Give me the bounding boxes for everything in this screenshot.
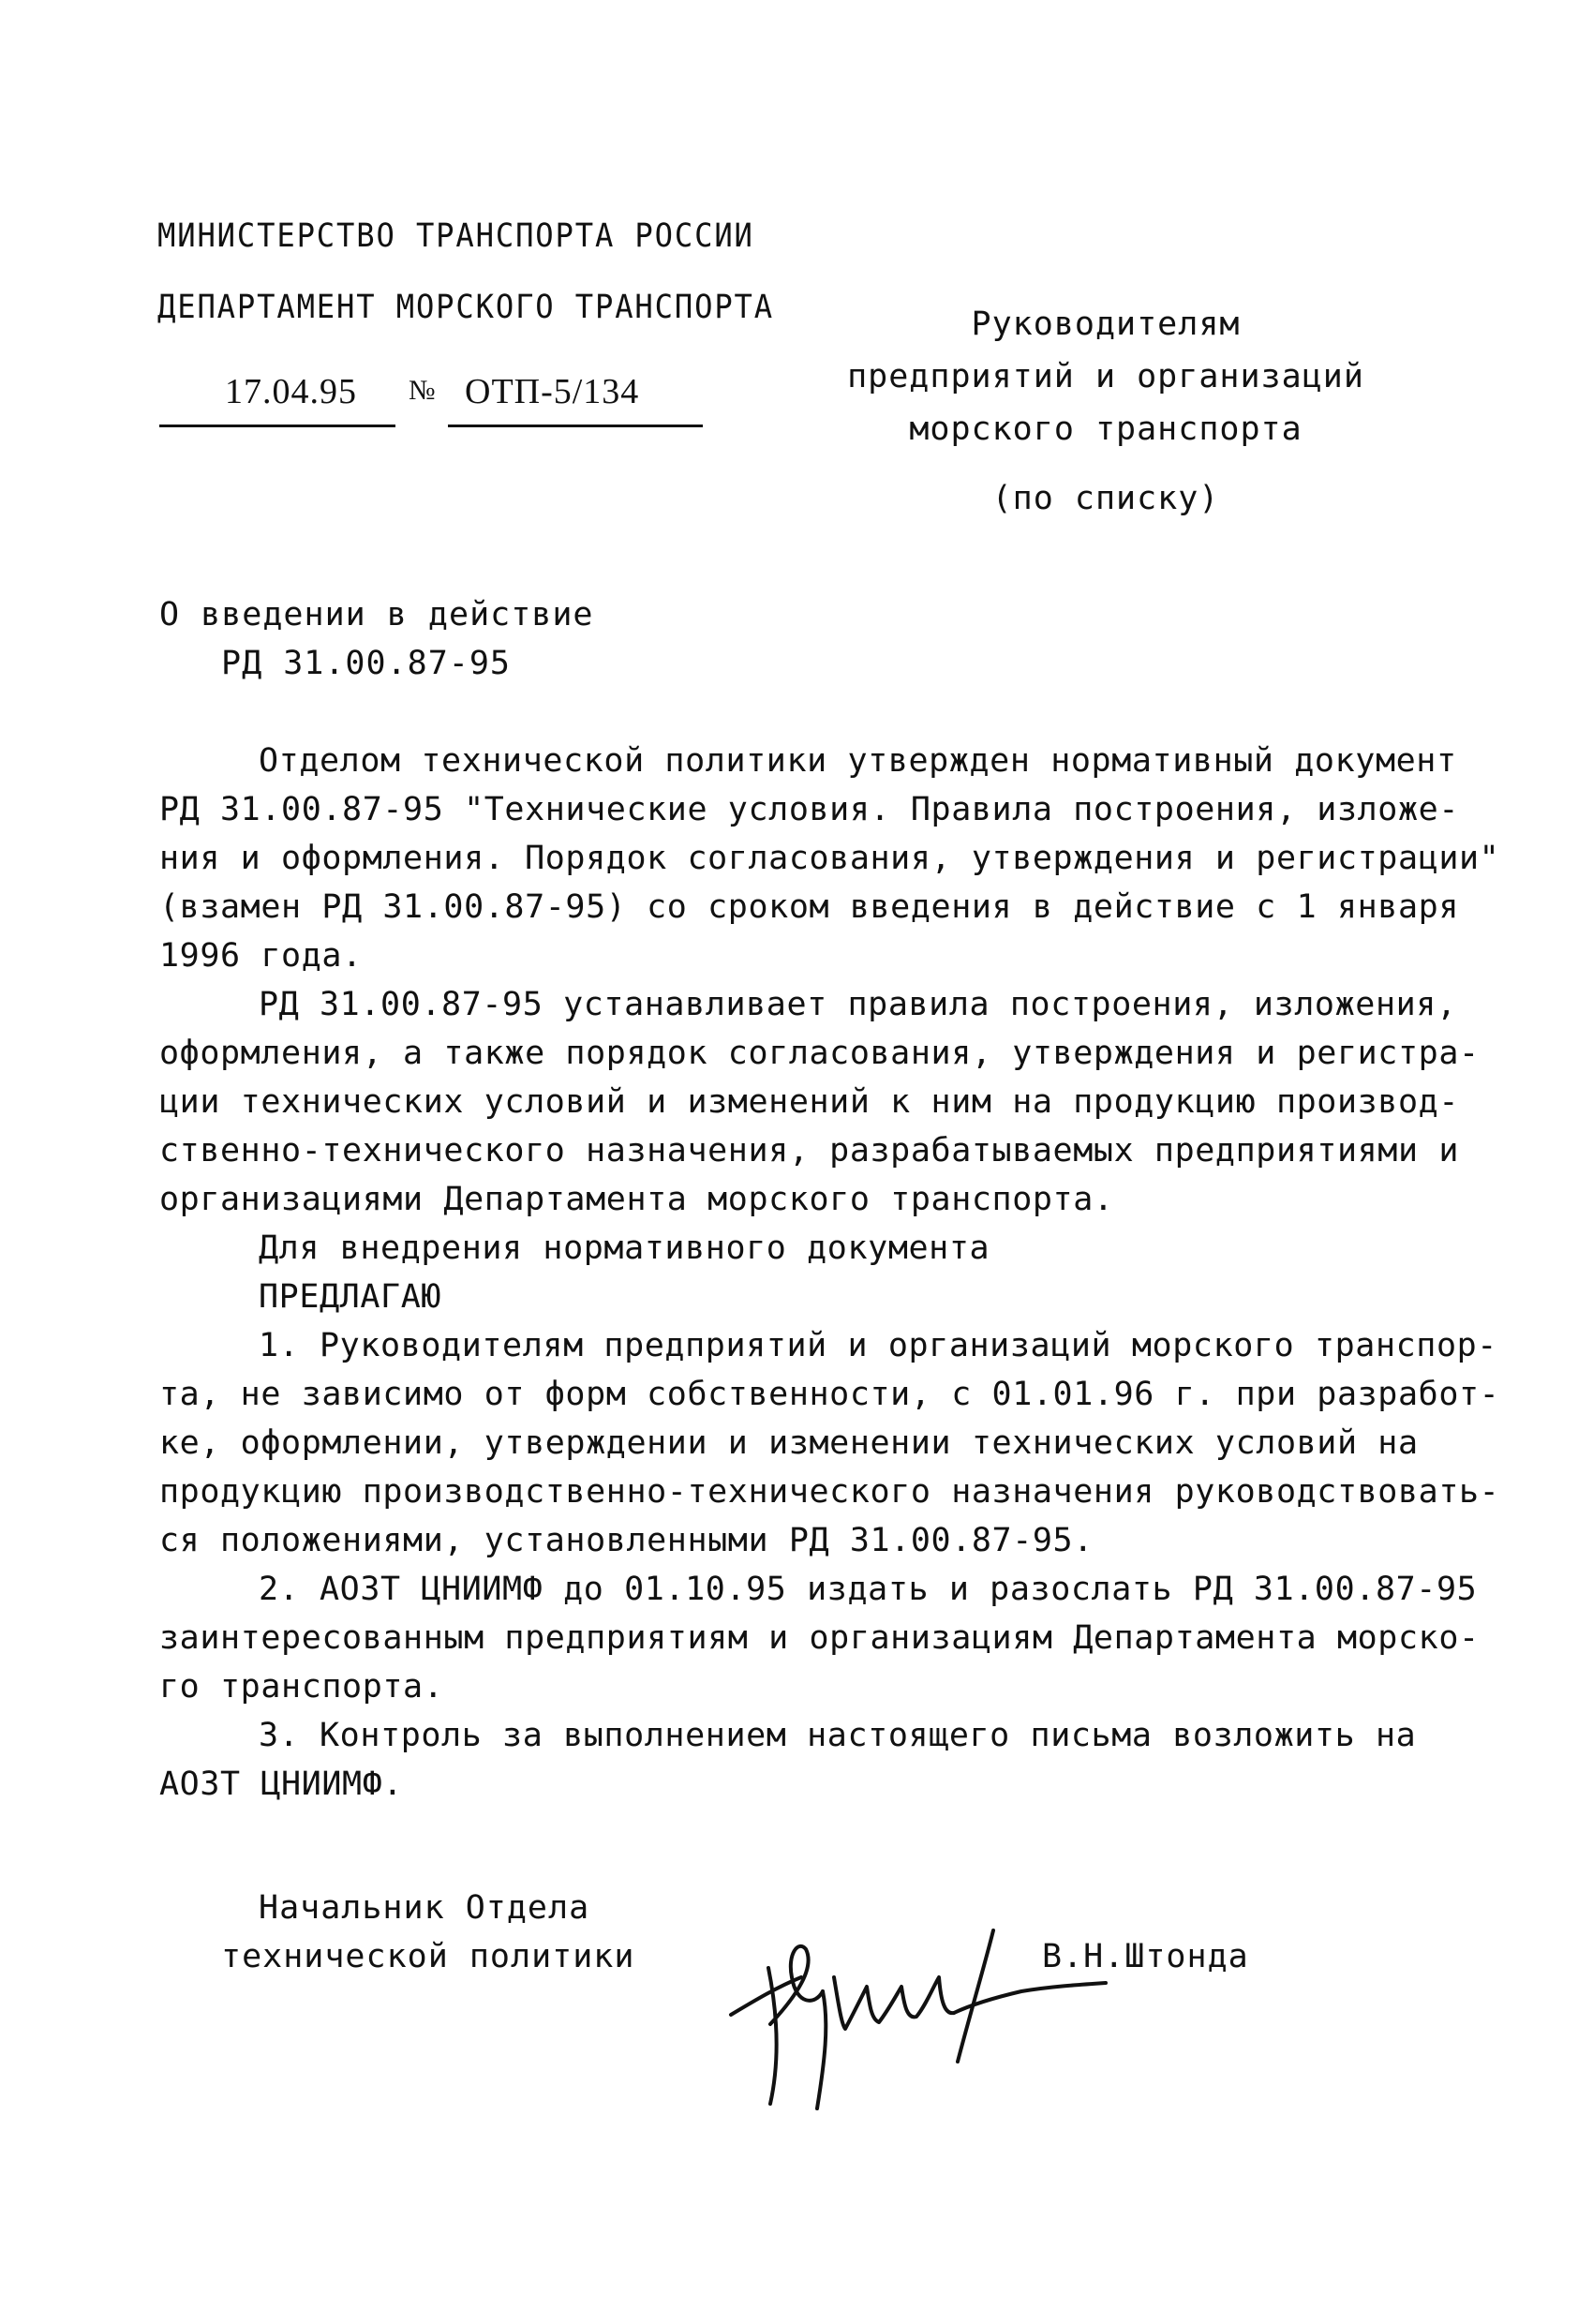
letter-body bbox=[159, 737, 1500, 1809]
ministry-title: МИНИСТЕРСТВО ТРАНСПОРТА РОССИИ bbox=[157, 217, 754, 255]
signer-title-line-2: технической политики bbox=[221, 1938, 635, 1975]
body-line: заинтересованным предприятиям и организациям Департамента морско- bbox=[159, 1619, 1480, 1657]
body-line: Для внедрения нормативного документа bbox=[259, 1229, 990, 1267]
date-underline bbox=[159, 425, 395, 427]
propose-heading: ПРЕДЛАГАЮ bbox=[259, 1278, 442, 1316]
body-line: 2. АОЗТ ЦНИИМФ до 01.10.95 издать и разослать РД 31.00.87-95 bbox=[259, 1571, 1478, 1608]
body-line: та, не зависимо от форм собственности, с 01.01.96 г. при разработ- bbox=[159, 1376, 1500, 1413]
body-line: ке, оформлении, утверждении и изменении технических условий на bbox=[159, 1424, 1419, 1462]
addressee-line: Руководителям bbox=[971, 305, 1241, 343]
addressee-line: морского транспорта bbox=[909, 410, 1303, 448]
addressee-block bbox=[843, 298, 1368, 525]
body-line: ся положениями, установленными РД 31.00.87-95. bbox=[159, 1522, 1094, 1559]
subject-line-2: РД 31.00.87-95 bbox=[221, 645, 512, 682]
body-line: организациями Департамента морского транспорта. bbox=[159, 1181, 1114, 1218]
department-title: ДЕПАРТАМЕНТ МОРСКОГО ТРАНСПОРТА bbox=[157, 289, 775, 326]
body-line: продукцию производственно-технического назначения руководствовать- bbox=[159, 1473, 1500, 1511]
body-line: ственно-технического назначения, разрабатываемых предприятиями и bbox=[159, 1132, 1459, 1169]
subject-line-1: О введении в действие bbox=[159, 596, 594, 633]
number-sign: № bbox=[409, 375, 437, 406]
handwritten-signature bbox=[712, 1912, 1143, 2127]
body-line: (взамен РД 31.00.87-95) со сроком введения в действие с 1 января bbox=[159, 888, 1459, 926]
body-line: АОЗТ ЦНИИМФ. bbox=[159, 1765, 404, 1803]
addressee-line: предприятий и организаций bbox=[847, 358, 1364, 395]
body-line: оформления, а также порядок согласования, утверждения и регистра- bbox=[159, 1035, 1480, 1072]
body-line: 1996 года. bbox=[159, 937, 363, 975]
number-underline bbox=[448, 425, 703, 427]
body-line: Отделом технической политики утвержден нормативный документ bbox=[259, 742, 1457, 780]
letter-reg-number: ОТП-5/134 bbox=[465, 372, 640, 411]
body-line: РД 31.00.87-95 "Технические условия. Правила построения, изложе- bbox=[159, 791, 1459, 828]
body-line: 1. Руководителям предприятий и организаций морского транспор- bbox=[259, 1327, 1497, 1364]
body-line: РД 31.00.87-95 устанавливает правила построения, изложения, bbox=[259, 986, 1457, 1023]
signer-name: В.Н.Штонда bbox=[1042, 1938, 1249, 1975]
signer-title-line-1: Начальник Отдела bbox=[259, 1889, 590, 1927]
addressee-line: (по списку) bbox=[991, 480, 1220, 517]
body-line: 3. Контроль за выполнением настоящего письма возложить на bbox=[259, 1717, 1417, 1754]
body-line: ния и оформления. Порядок согласования, утверждения и регистрации" bbox=[159, 840, 1500, 877]
body-line: го транспорта. bbox=[159, 1668, 444, 1706]
letter-date: 17.04.95 bbox=[225, 372, 357, 411]
body-line: ции технических условий и изменений к ним на продукцию производ- bbox=[159, 1083, 1459, 1121]
